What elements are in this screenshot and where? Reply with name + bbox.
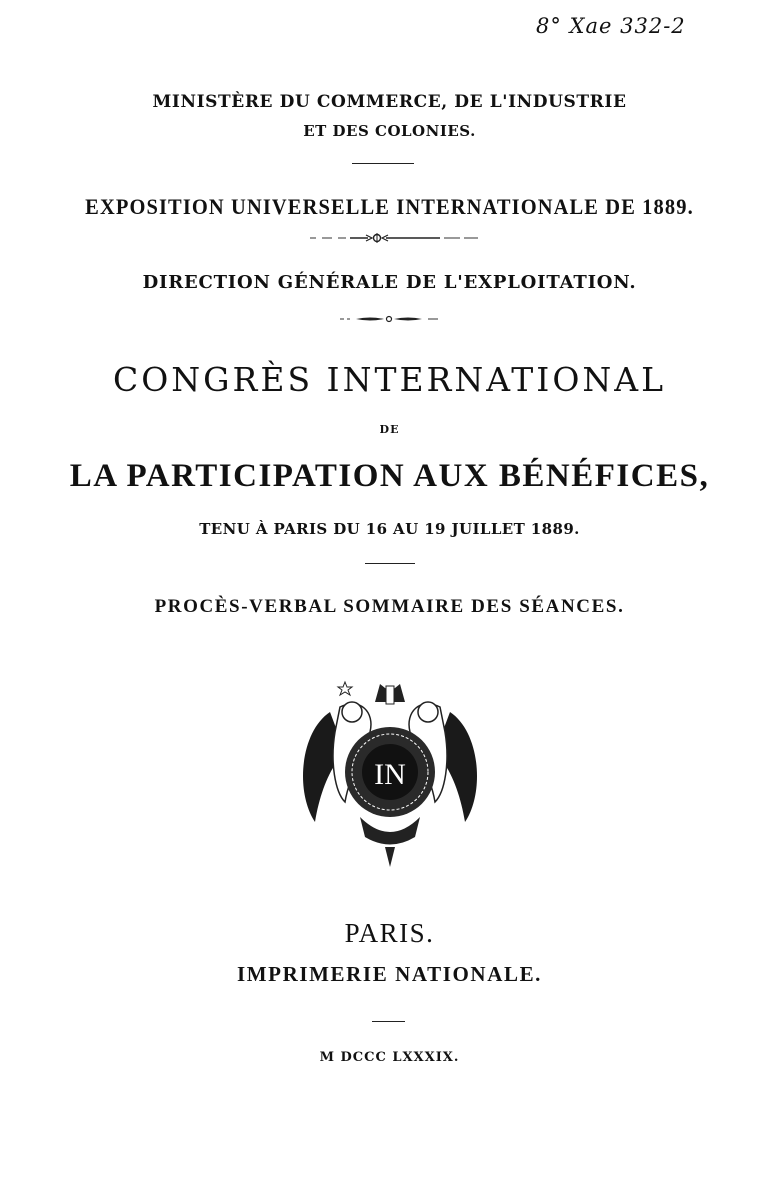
ornament-divider-icon (310, 233, 480, 243)
congress-title: CONGRÈS INTERNATIONAL (112, 360, 667, 399)
congress-title-de: DE (379, 423, 400, 436)
imprint-year: M DCCC LXXXIX. (319, 1050, 460, 1065)
imprimerie-nationale-crest-icon (290, 672, 490, 872)
ministry-line-2: ET DES COLONIES. (303, 122, 476, 140)
exposition-title: EXPOSITION UNIVERSELLE INTERNATIONALE DE 1889. (85, 194, 694, 219)
imprint-city: PARIS. (344, 918, 435, 948)
section-heading: PROCÈS-VERBAL SOMMAIRE DES SÉANCES. (154, 596, 625, 617)
divider-rule (365, 563, 415, 564)
imprint-printer: IMPRIMERIE NATIONALE. (236, 962, 543, 986)
ornament-divider-small-icon (340, 315, 440, 323)
handwritten-shelfmark: 8° Xae 332-2 (536, 14, 686, 38)
participation-title: LA PARTICIPATION AUX BÉNÉFICES, (69, 458, 710, 494)
svg-text:IN: IN (374, 758, 406, 791)
congress-dates: TENU À PARIS DU 16 AU 19 JUILLET 1889. (199, 520, 580, 538)
ministry-line-1: MINISTÈRE DU COMMERCE, DE L'INDUSTRIE (152, 92, 627, 112)
divider-rule (352, 163, 414, 164)
divider-rule (372, 1021, 405, 1022)
direction-heading: DIRECTION GÉNÉRALE DE L'EXPLOITATION. (142, 272, 637, 293)
